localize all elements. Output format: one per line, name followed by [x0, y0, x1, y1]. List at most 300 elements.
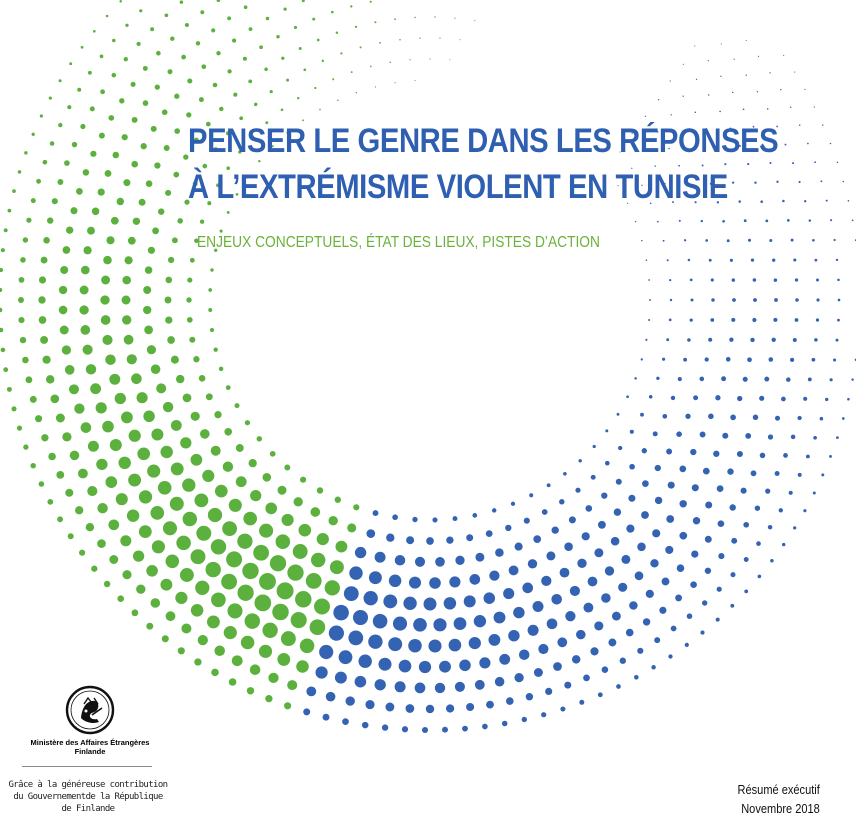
green-dot: [0, 328, 3, 333]
green-dot: [178, 647, 185, 654]
green-dot: [394, 18, 396, 20]
green-dot: [133, 218, 140, 225]
green-dot: [117, 595, 124, 602]
blue-dot: [626, 629, 634, 637]
blue-dot: [472, 513, 477, 518]
blue-dot: [502, 721, 508, 727]
blue-dot: [542, 509, 548, 515]
green-dot: [311, 553, 325, 567]
blue-dot: [653, 431, 658, 436]
blue-dot: [772, 338, 776, 342]
blue-dot: [768, 525, 773, 530]
green-dot: [100, 55, 104, 59]
green-dot: [102, 421, 114, 433]
blue-dot: [753, 415, 758, 420]
blue-dot: [598, 521, 606, 529]
blue-dot: [524, 518, 530, 524]
green-dot: [172, 237, 178, 243]
green-dot: [201, 64, 206, 69]
blue-dot: [797, 416, 801, 420]
green-dot: [128, 474, 141, 487]
blue-dot: [668, 482, 675, 489]
green-dot: [254, 595, 271, 612]
green-dot: [166, 277, 173, 284]
green-dot: [232, 655, 243, 666]
green-dot: [347, 523, 356, 532]
blue-dot: [701, 220, 703, 222]
blue-dot: [715, 395, 720, 400]
blue-dot: [753, 278, 757, 282]
blue-dot: [659, 607, 666, 614]
green-dot: [39, 276, 46, 283]
green-dot: [86, 364, 96, 374]
green-dot: [1, 248, 5, 252]
green-dot: [259, 45, 263, 49]
blue-dot: [683, 64, 684, 65]
green-dot: [356, 92, 357, 93]
green-dot: [165, 13, 169, 17]
green-dot: [191, 454, 203, 466]
blue-dot: [791, 435, 796, 440]
blue-dot: [852, 220, 854, 222]
blue-dot: [486, 701, 494, 709]
green-dot: [277, 582, 294, 599]
green-dot: [187, 278, 192, 283]
blue-dot: [670, 299, 672, 301]
blue-dot: [616, 684, 621, 689]
blue-dot: [708, 94, 709, 95]
blue-dot: [541, 576, 551, 586]
blue-dot: [731, 538, 737, 544]
blue-dot: [508, 630, 519, 641]
green-dot: [208, 308, 212, 312]
green-dot: [270, 555, 286, 571]
blue-dot: [775, 471, 780, 476]
blue-dot: [662, 578, 670, 586]
blue-dot: [559, 499, 564, 504]
green-dot: [147, 345, 156, 354]
blue-dot: [693, 517, 700, 524]
green-dot: [299, 47, 302, 50]
blue-dot: [718, 520, 725, 527]
blue-dot: [670, 80, 671, 81]
blue-dot: [439, 661, 451, 673]
green-dot: [165, 316, 172, 323]
green-dot: [60, 326, 69, 335]
blue-dot: [769, 357, 774, 362]
green-dot: [265, 695, 272, 702]
blue-dot: [671, 626, 677, 632]
blue-dot: [829, 455, 832, 458]
green-dot: [144, 326, 153, 335]
green-dot: [43, 356, 51, 364]
blue-dot: [793, 258, 796, 261]
green-dot: [132, 117, 138, 123]
green-dot: [4, 228, 8, 232]
green-dot: [81, 266, 90, 275]
green-dot: [124, 57, 128, 61]
blue-dot: [709, 259, 712, 262]
green-dot: [224, 626, 237, 639]
blue-dot: [514, 673, 523, 682]
blue-dot: [795, 298, 799, 302]
green-dot: [30, 463, 35, 468]
blue-dot: [641, 240, 642, 241]
green-dot: [207, 615, 220, 628]
green-dot: [244, 5, 248, 9]
green-dot: [43, 237, 50, 244]
green-dot: [119, 0, 122, 3]
green-dot: [176, 536, 191, 551]
green-dot: [88, 441, 99, 452]
green-dot: [24, 151, 27, 154]
green-dot: [132, 609, 139, 616]
green-dot: [96, 402, 107, 413]
green-dot: [211, 592, 226, 607]
blue-dot: [362, 722, 369, 729]
green-dot: [317, 39, 320, 42]
document-info: [738, 780, 820, 816]
green-dot: [242, 563, 258, 579]
green-dot: [217, 0, 221, 2]
green-dot: [272, 604, 289, 621]
green-dot: [264, 68, 268, 72]
blue-dot: [730, 572, 735, 577]
green-dot: [106, 236, 114, 244]
green-dot: [91, 566, 97, 572]
green-dot: [145, 266, 153, 274]
blue-dot: [774, 278, 778, 282]
blue-dot: [774, 298, 778, 302]
green-dot: [146, 623, 153, 630]
blue-dot: [442, 727, 448, 733]
green-dot: [196, 41, 200, 45]
blue-dot: [529, 493, 533, 497]
blue-dot: [429, 577, 441, 589]
blue-dot: [780, 89, 781, 90]
green-dot: [206, 393, 213, 400]
blue-dot: [816, 279, 819, 282]
blue-dot: [446, 704, 454, 712]
blue-dot: [679, 466, 686, 473]
blue-dot: [365, 700, 374, 709]
green-dot: [154, 162, 160, 168]
green-dot: [281, 631, 296, 646]
blue-dot: [446, 537, 453, 544]
blue-dot: [444, 597, 456, 609]
blue-dot: [645, 339, 647, 341]
green-dot: [66, 227, 73, 234]
green-dot: [124, 335, 134, 345]
green-dot: [177, 218, 183, 224]
blue-dot: [583, 675, 590, 682]
blue-dot: [326, 692, 336, 702]
green-dot: [139, 9, 142, 12]
green-dot: [294, 26, 297, 29]
blue-dot: [657, 221, 659, 223]
document-type: Résumé exécutif: [737, 782, 820, 797]
blue-dot: [329, 626, 344, 641]
green-dot: [87, 486, 97, 496]
green-dot: [262, 473, 271, 482]
blue-dot: [702, 600, 707, 605]
green-dot: [76, 188, 83, 195]
blue-dot: [528, 559, 537, 568]
green-dot: [93, 30, 96, 33]
green-dot: [137, 42, 141, 46]
green-dot: [195, 581, 209, 595]
green-dot: [303, 68, 306, 71]
green-dot: [92, 208, 100, 216]
blue-dot: [837, 162, 839, 164]
blue-dot: [821, 473, 824, 476]
blue-dot: [713, 451, 719, 457]
blue-dot: [605, 429, 608, 432]
blue-dot: [799, 181, 801, 183]
blue-dot: [654, 637, 660, 643]
green-dot: [449, 59, 450, 60]
green-dot: [180, 0, 184, 4]
blue-dot: [765, 488, 770, 493]
blue-dot: [744, 557, 749, 562]
green-dot: [295, 591, 311, 607]
green-dot: [139, 199, 146, 206]
blue-dot: [426, 705, 434, 713]
green-dot: [129, 430, 141, 442]
green-dot: [171, 420, 182, 431]
green-dot: [335, 497, 341, 503]
green-dot: [409, 59, 410, 60]
green-dot: [187, 79, 192, 84]
blue-dot: [809, 219, 811, 221]
green-dot: [20, 337, 26, 343]
green-dot: [108, 519, 119, 530]
blue-dot: [522, 583, 533, 594]
blue-dot: [618, 446, 622, 450]
green-dot: [96, 459, 107, 470]
blue-dot: [814, 161, 816, 163]
green-dot: [137, 447, 150, 460]
blue-dot: [705, 357, 709, 361]
green-dot: [221, 574, 237, 590]
blue-dot: [700, 631, 704, 635]
finland-coat-of-arms-icon: [64, 684, 116, 736]
green-dot: [98, 189, 105, 196]
green-dot: [3, 367, 8, 372]
green-dot: [108, 115, 114, 121]
green-dot: [147, 465, 160, 478]
blue-dot: [748, 239, 751, 242]
blue-dot: [649, 299, 651, 301]
blue-dot: [837, 279, 840, 282]
green-dot: [115, 393, 126, 404]
blue-dot: [642, 480, 649, 487]
green-dot: [80, 325, 90, 335]
green-dot: [47, 499, 53, 505]
green-dot: [186, 297, 191, 302]
blue-dot: [392, 514, 398, 520]
green-dot: [223, 461, 233, 471]
blue-dot: [760, 453, 766, 459]
blue-dot: [814, 338, 818, 342]
green-dot: [46, 375, 54, 383]
green-dot: [156, 51, 161, 56]
green-dot: [105, 354, 116, 365]
blue-dot: [601, 593, 611, 603]
blue-dot: [658, 99, 659, 100]
green-dot: [69, 384, 79, 394]
green-dot: [109, 555, 118, 564]
green-dot: [70, 207, 77, 214]
blue-dot: [705, 501, 712, 508]
blue-dot: [842, 417, 845, 420]
blue-dot: [833, 239, 835, 241]
green-dot: [322, 60, 324, 62]
green-dot: [62, 432, 71, 441]
blue-dot: [344, 586, 359, 601]
green-dot: [90, 383, 101, 394]
contribution-line-2: du Gouvernementde la République: [13, 792, 163, 802]
green-dot: [439, 38, 440, 39]
blue-dot: [836, 339, 839, 342]
blue-dot: [482, 724, 488, 730]
blue-dot: [494, 612, 506, 624]
blue-dot: [651, 665, 655, 669]
green-dot: [39, 316, 47, 324]
green-dot: [83, 345, 93, 355]
blue-dot: [616, 479, 622, 485]
green-dot: [191, 549, 206, 564]
green-dot: [176, 375, 184, 383]
green-dot: [259, 645, 272, 658]
blue-dot: [389, 575, 402, 588]
blue-dot: [829, 378, 832, 381]
blue-dot: [594, 621, 603, 630]
divider: [22, 766, 152, 767]
blue-dot: [395, 555, 406, 566]
blue-dot: [683, 358, 687, 362]
green-dot: [101, 315, 111, 325]
blue-dot: [708, 60, 709, 61]
blue-dot: [692, 484, 699, 491]
green-dot: [22, 357, 29, 364]
blue-dot: [719, 111, 721, 113]
blue-dot: [691, 550, 698, 557]
blue-dot: [435, 683, 445, 693]
ministry-name-line-2: Finlande: [74, 747, 106, 756]
green-dot: [122, 296, 131, 305]
green-dot: [180, 437, 191, 448]
green-dot: [0, 288, 2, 292]
blue-dot: [455, 556, 464, 565]
blue-dot: [419, 661, 431, 673]
blue-dot: [641, 511, 649, 519]
green-dot: [160, 579, 172, 591]
blue-dot: [368, 635, 382, 649]
blue-dot: [640, 413, 644, 417]
blue-dot: [635, 221, 636, 222]
green-dot: [294, 497, 303, 506]
green-dot: [183, 512, 198, 527]
blue-dot: [847, 398, 850, 401]
blue-dot: [695, 111, 697, 113]
green-dot: [215, 485, 228, 498]
green-dot: [337, 99, 339, 101]
green-dot: [26, 218, 31, 223]
blue-dot: [765, 219, 768, 222]
green-dot: [62, 345, 71, 354]
green-dot: [434, 16, 435, 17]
report-subtitle: ENJEUX CONCEPTUELS, ÉTAT DES LIEUX, PISTES D’ACTION: [197, 234, 600, 251]
green-dot: [41, 257, 48, 264]
blue-dot: [837, 319, 840, 322]
blue-dot: [779, 508, 783, 512]
blue-dot: [758, 56, 759, 57]
green-dot: [211, 539, 226, 554]
green-dot: [219, 107, 223, 111]
blue-dot: [342, 718, 349, 725]
green-dot: [276, 35, 279, 38]
green-dot: [459, 39, 460, 40]
green-dot: [394, 82, 395, 83]
blue-dot: [786, 377, 791, 382]
blue-dot: [359, 655, 372, 668]
green-dot: [187, 317, 193, 323]
blue-dot: [466, 534, 473, 541]
green-dot: [152, 227, 159, 234]
blue-dot: [782, 200, 785, 203]
blue-dot: [488, 634, 500, 646]
green-dot: [97, 539, 106, 548]
green-dot: [198, 635, 208, 645]
blue-dot: [755, 505, 760, 510]
blue-dot: [737, 451, 743, 457]
blue-dot: [479, 657, 490, 668]
document-date: Novembre 2018: [741, 801, 820, 816]
blue-dot: [655, 465, 661, 471]
green-dot: [287, 680, 297, 690]
blue-dot: [662, 358, 665, 361]
blue-dot: [509, 565, 519, 575]
green-dot: [128, 237, 136, 245]
green-dot: [83, 246, 91, 254]
green-dot: [141, 143, 147, 149]
green-dot: [210, 328, 214, 332]
green-dot: [208, 288, 212, 292]
blue-dot: [799, 124, 801, 126]
green-dot: [81, 46, 84, 49]
blue-dot: [806, 455, 810, 459]
green-dot: [282, 514, 294, 526]
blue-dot: [635, 571, 644, 580]
green-dot: [174, 94, 179, 99]
blue-dot: [812, 358, 816, 362]
blue-dot: [655, 497, 662, 504]
blue-dot: [830, 219, 832, 221]
green-dot: [117, 198, 124, 205]
green-dot: [185, 23, 189, 27]
green-dot: [133, 550, 144, 561]
green-dot: [150, 27, 154, 31]
green-dot: [106, 15, 109, 18]
green-dot: [355, 26, 357, 28]
blue-dot: [767, 108, 769, 110]
green-dot: [186, 112, 191, 117]
blue-dot: [528, 625, 539, 636]
blue-dot: [666, 449, 672, 455]
blue-dot: [685, 643, 689, 647]
blue-dot: [803, 397, 807, 401]
